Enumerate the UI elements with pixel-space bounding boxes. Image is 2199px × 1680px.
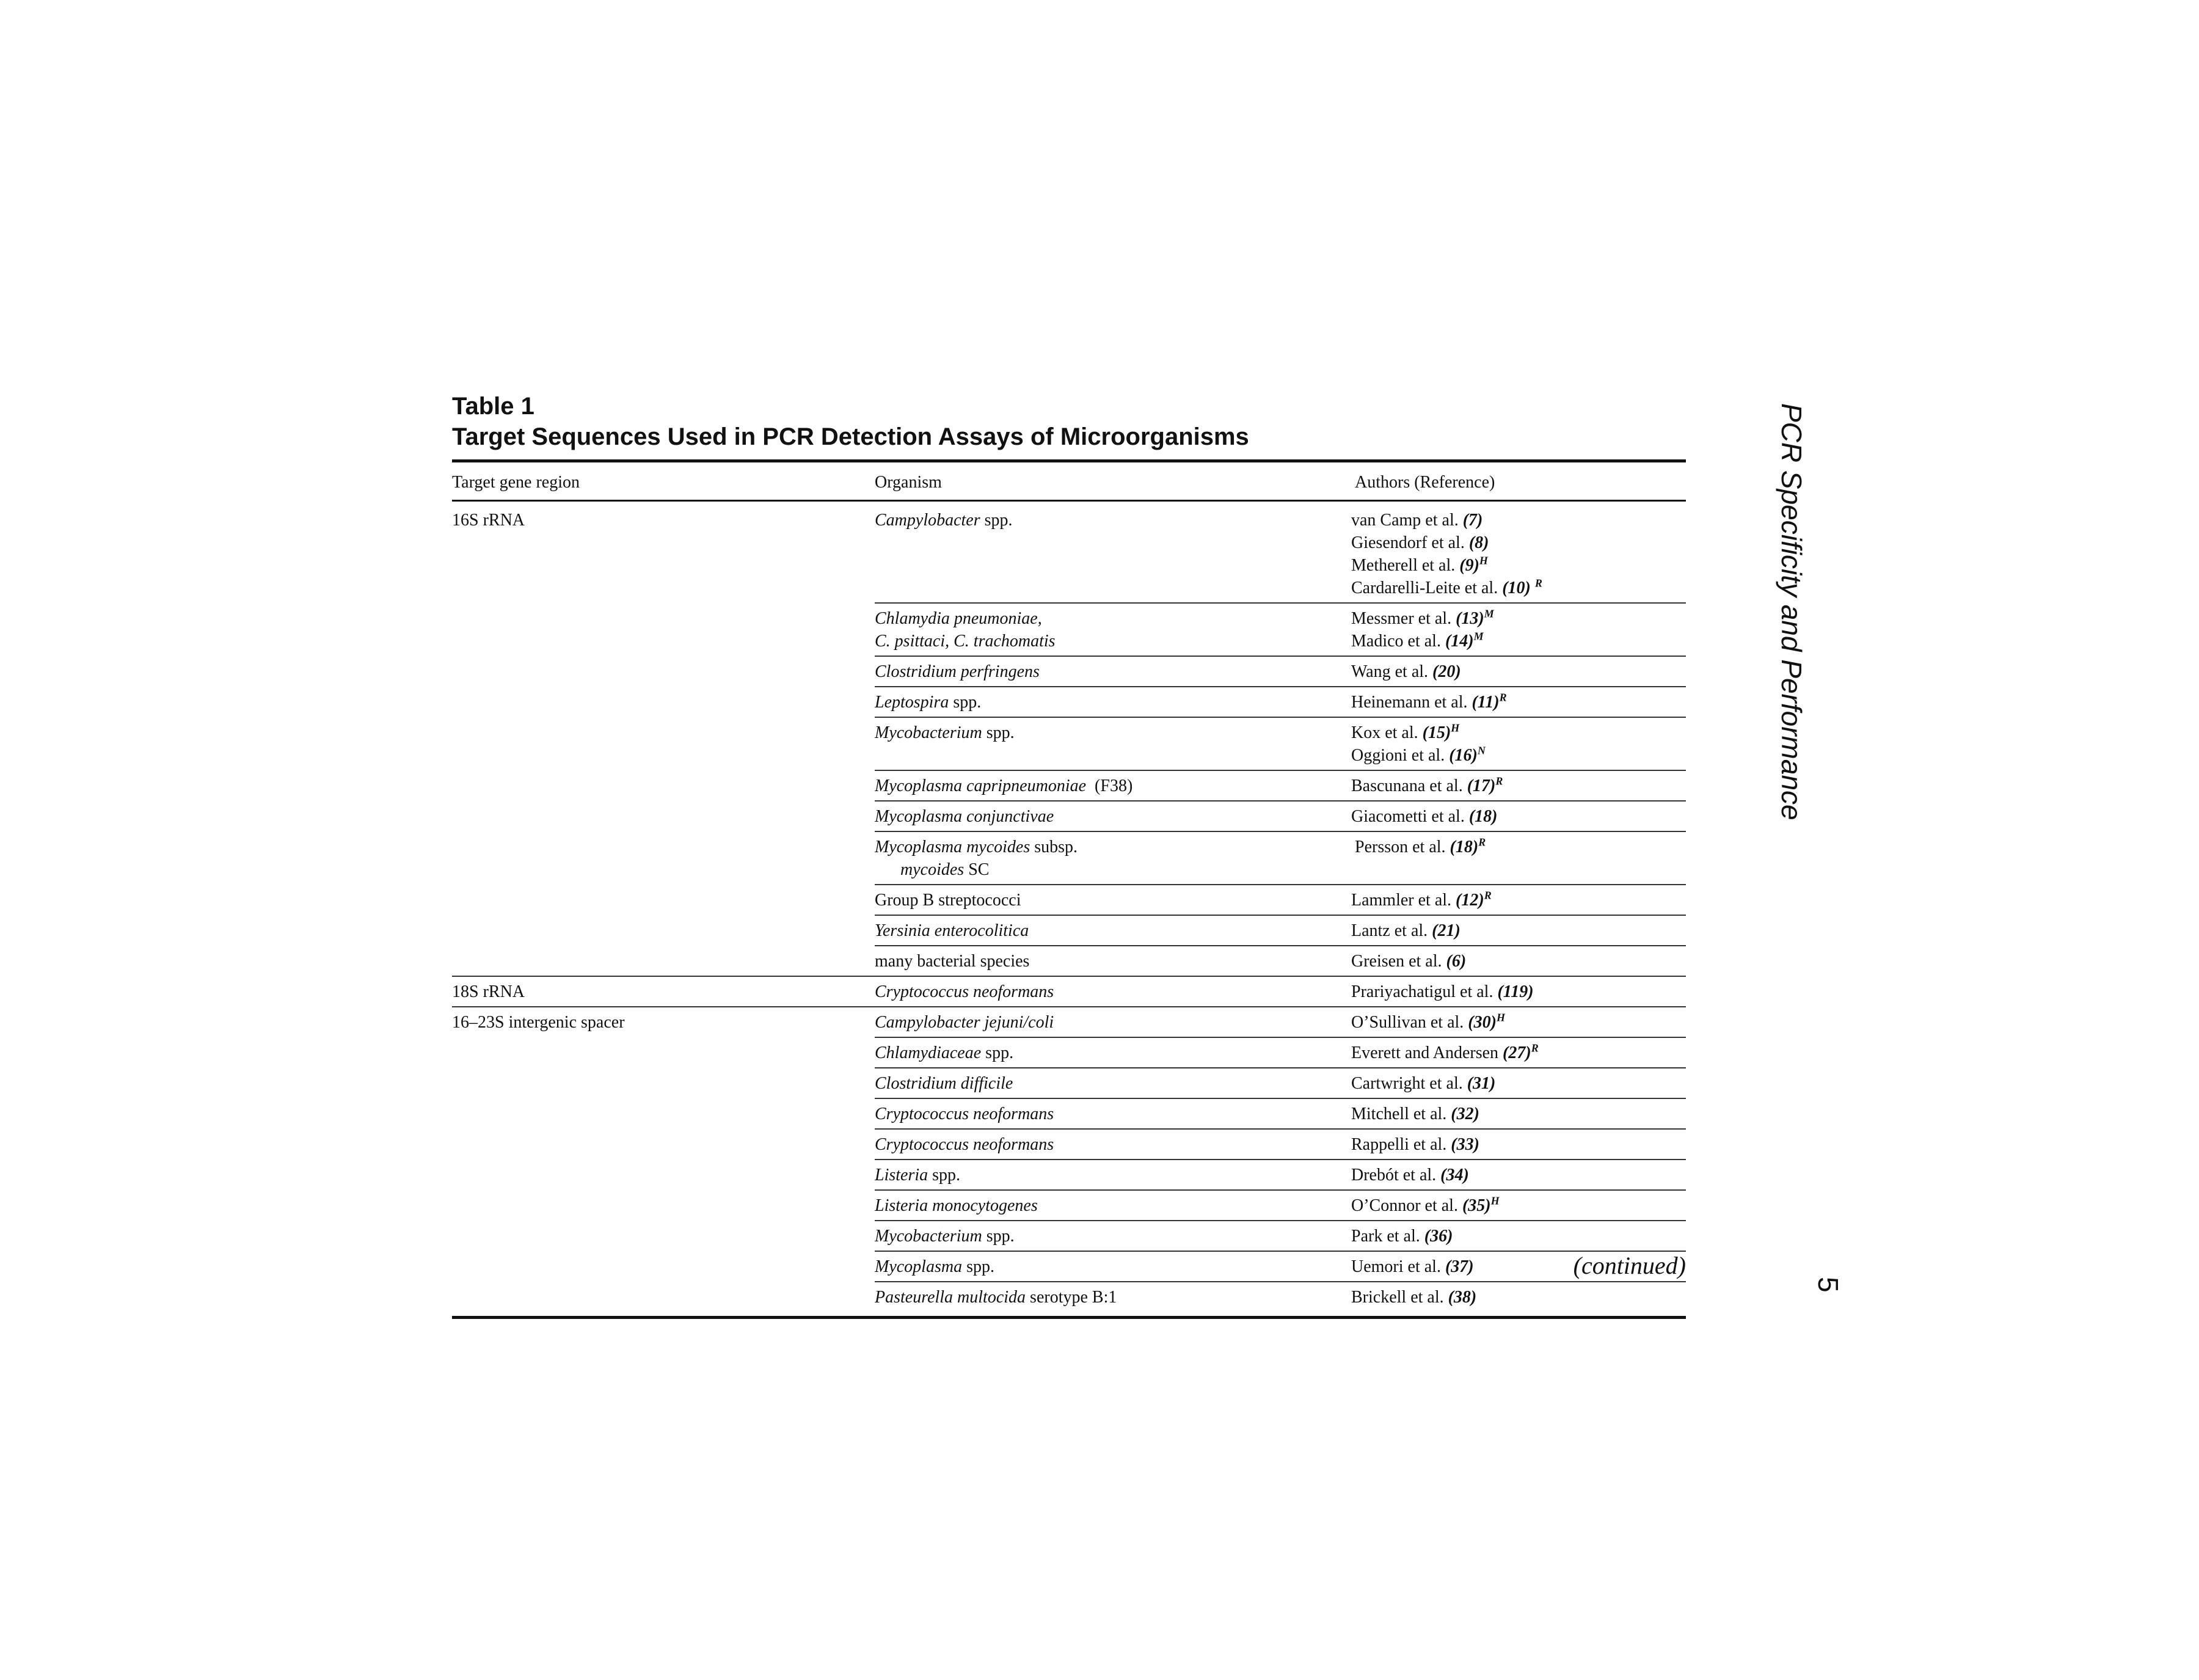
reference-number: (18) [1450,838,1479,856]
organism-name: Campylobacter [875,511,980,530]
organism-suffix: Group B streptococci [875,891,1021,910]
reference-number: (18) [1468,807,1498,826]
table-row [452,603,1686,656]
reference-number: (13) [1456,609,1484,628]
author-entry [1351,919,1686,942]
table-label: Table 1 [452,393,534,420]
target-sequences-table [452,459,1686,1319]
organism-name: Pasteurella multocida [875,1288,1026,1307]
author-entry [1351,721,1686,744]
method-superscript: M [1484,607,1494,620]
table-row [452,1221,1686,1251]
table-row [452,801,1686,831]
organism-cell [875,1221,1351,1251]
authors-cell [1351,770,1686,801]
organism-cell [875,1160,1351,1190]
reference-number: (11) [1471,693,1500,712]
author-name: O’Connor et al. [1351,1196,1462,1215]
authors-cell [1351,717,1686,770]
reference-number: (31) [1467,1074,1496,1093]
organism-cell [875,915,1351,946]
method-superscript: R [1484,889,1492,902]
table-row [452,1251,1686,1282]
reference-number: (10) [1502,579,1531,597]
reference-number: (17) [1467,776,1496,795]
table-row [452,1098,1686,1129]
header-organism: Organism [875,461,1351,501]
authors-cell [1351,885,1686,915]
header-authors: Authors (Reference) [1351,461,1686,501]
method-superscript: H [1496,1011,1505,1024]
organism-cell [875,1129,1351,1160]
author-name: Mitchell et al. [1351,1105,1451,1123]
organism-cell [875,687,1351,717]
organism-cell [875,1068,1351,1098]
target-region-cell [452,1221,875,1251]
authors-cell [1351,1037,1686,1068]
target-region-cell [452,946,875,976]
method-superscript: R [1499,691,1507,704]
table-container [452,459,1686,1319]
organism-suffix: many bacterial species [875,952,1030,971]
author-entry [1351,1164,1686,1186]
author-name: Lammler et al. [1351,891,1456,910]
table-row [452,1160,1686,1190]
organism-cell [875,656,1351,687]
author-entry [1351,805,1686,828]
table-row [452,1068,1686,1098]
reference-number: (33) [1451,1135,1479,1154]
authors-cell [1351,501,1686,604]
author-name: Park et al. [1351,1227,1424,1246]
organism-cell [875,1251,1351,1282]
page-number: 5 [1812,1277,1844,1293]
method-superscript: H [1479,554,1488,567]
organism-suffix: SC [964,860,990,879]
organism-name: Mycoplasma conjunctivae [875,807,1054,826]
table-row [452,770,1686,801]
table-row [452,656,1686,687]
author-name: Oggioni et al. [1351,746,1450,765]
method-superscript: R [1534,577,1542,590]
author-name: Uemori et al. [1351,1257,1445,1276]
target-region-cell [452,1129,875,1160]
table-row [452,1129,1686,1160]
organism-name: Chlamydia pneumoniae, [875,609,1042,628]
authors-cell [1351,1160,1686,1190]
table-row [452,831,1686,885]
author-entry [1351,981,1686,1003]
table-header-row [452,461,1686,501]
authors-cell [1351,687,1686,717]
table-row [452,1282,1686,1318]
reference-number: (21) [1432,921,1461,940]
reference-number: (6) [1446,952,1467,971]
organism-name: Clostridium perfringens [875,662,1040,681]
method-superscript: H [1451,721,1460,734]
author-name: Cartwright et al. [1351,1074,1467,1093]
author-entry [1351,554,1686,577]
target-region-cell [452,687,875,717]
author-entry [1351,1072,1686,1095]
authors-cell [1351,946,1686,976]
author-entry [1351,1133,1686,1156]
table-row [452,1190,1686,1221]
table-row [452,1007,1686,1037]
target-region-cell [452,1282,875,1318]
author-name: Madico et al. [1351,632,1445,651]
method-superscript: R [1495,775,1503,787]
organism-name: Cryptococcus neoformans [875,1105,1054,1123]
method-superscript: R [1531,1042,1539,1054]
method-superscript: R [1478,836,1486,849]
authors-cell [1351,915,1686,946]
reference-number: (8) [1468,533,1489,552]
table-row [452,915,1686,946]
organism-name: Mycobacterium [875,1227,982,1246]
target-region-cell [452,885,875,915]
method-superscript: M [1473,630,1484,643]
table-row [452,976,1686,1007]
target-region-cell [452,801,875,831]
organism-name: Clostridium difficile [875,1074,1013,1093]
organism-cell [875,885,1351,915]
organism-name: Leptospira [875,693,949,712]
author-name: Messmer et al. [1351,609,1456,628]
target-region-cell [452,656,875,687]
author-name: Prariyachatigul et al. [1351,982,1498,1001]
target-region-cell: 18S rRNA [452,976,875,1007]
author-entry [1351,889,1686,911]
organism-name: Mycoplasma mycoides [875,838,1030,856]
organism-name: Chlamydiaceae [875,1043,982,1062]
author-entry [1351,1286,1686,1309]
authors-cell [1351,831,1686,885]
table-row [452,1037,1686,1068]
authors-cell [1351,603,1686,656]
organism-cell [875,1037,1351,1068]
author-name: Giacometti et al. [1351,807,1469,826]
organism-name: Yersinia enterocolitica [875,921,1029,940]
authors-cell [1351,1221,1686,1251]
organism-suffix: spp. [980,511,1013,530]
reference-number: (12) [1456,891,1484,910]
organism-name: Mycoplasma [875,1257,963,1276]
reference-number: (119) [1497,982,1534,1001]
author-name: Cardarelli-Leite et al. [1351,579,1503,597]
reference-number: (38) [1448,1288,1477,1307]
organism-cell [875,831,1351,885]
author-name: Brickell et al. [1351,1288,1448,1307]
reference-number: (9) [1459,556,1479,575]
organism-name: Mycoplasma capripneumoniae [875,776,1087,795]
target-region-cell [452,1037,875,1068]
author-entry [1351,1225,1686,1247]
header-target-gene-region: Target gene region [452,461,875,501]
method-superscript: H [1490,1194,1500,1207]
table-row [452,946,1686,976]
author-name: Bascunana et al. [1351,776,1467,795]
target-region-cell [452,1160,875,1190]
organism-cell [875,946,1351,976]
authors-cell [1351,1190,1686,1221]
organism-suffix: (F38) [1086,776,1133,795]
target-region-cell [452,1251,875,1282]
table-title: Target Sequences Used in PCR Detection Assays of Microorganisms [452,423,1249,450]
author-name: Greisen et al. [1351,952,1446,971]
author-name: Persson et al. [1355,838,1450,856]
author-entry [1351,607,1686,630]
author-entry [1351,1103,1686,1125]
table-row [452,687,1686,717]
reference-number: (14) [1445,632,1474,651]
reference-number: (34) [1440,1166,1469,1185]
organism-name: Mycobacterium [875,723,982,742]
author-entry [1351,1042,1686,1064]
organism-cell [875,1190,1351,1221]
reference-number: (27) [1503,1043,1531,1062]
author-entry [1351,744,1686,767]
author-entry [1351,531,1686,554]
reference-number: (37) [1445,1257,1474,1276]
target-region-cell [452,717,875,770]
organism-cell [875,1282,1351,1318]
author-entry [1351,1011,1686,1034]
authors-cell [1351,1068,1686,1098]
target-region-cell: 16–23S intergenic spacer [452,1013,625,1032]
author-entry [1351,1194,1686,1217]
author-entry [1351,509,1686,531]
authors-cell [1351,1282,1686,1318]
authors-cell [1351,656,1686,687]
target-region-cell: 16S rRNA [452,511,525,530]
target-region-cell [452,915,875,946]
method-superscript: N [1477,744,1486,757]
author-entry [1351,577,1686,599]
table-row [452,501,1686,604]
organism-suffix: spp. [949,693,982,712]
organism-suffix: spp. [962,1257,994,1276]
authors-cell [1351,1007,1686,1037]
organism-suffix: spp. [982,723,1015,742]
table-row [452,885,1686,915]
authors-cell [1351,1098,1686,1129]
author-name: Rappelli et al. [1351,1135,1451,1154]
continued-note: (continued) [1573,1252,1686,1279]
organism-cell [875,801,1351,831]
reference-number: (30) [1468,1013,1497,1032]
target-region-cell [452,770,875,801]
reference-number: (20) [1432,662,1461,681]
author-name: Drebót et al. [1351,1166,1441,1185]
organism-cell [875,501,1351,604]
authors-cell [1351,801,1686,831]
organism-cell [875,717,1351,770]
organism-name: Cryptococcus neoformans [875,1135,1054,1154]
reference-number: (36) [1424,1227,1453,1246]
target-region-cell [452,1190,875,1221]
organism-line [875,836,1345,858]
organism-name: Campylobacter jejuni/coli [875,1013,1054,1032]
organism-cell [875,770,1351,801]
author-name: Metherell et al. [1351,556,1460,575]
author-name: Everett and Andersen [1351,1043,1503,1062]
organism-cell [875,603,1351,656]
author-name: Lantz et al. [1351,921,1432,940]
author-name: O’Sullivan et al. [1351,1013,1468,1032]
author-entry [1351,691,1686,714]
author-entry [1351,950,1686,973]
author-entry [1351,660,1686,683]
organism-line [875,858,1345,881]
reference-number: (15) [1422,723,1451,742]
target-region-cell [452,1068,875,1098]
target-region-cell [452,1098,875,1129]
author-name: Kox et al. [1351,723,1423,742]
reference-number: (35) [1462,1196,1491,1215]
organism-suffix: spp. [928,1166,961,1185]
reference-number: (16) [1449,746,1478,765]
reference-number: (7) [1462,511,1483,530]
organism-name: C. psittaci, C. trachomatis [875,632,1056,651]
table-caption [452,391,1686,452]
organism-cell [875,1098,1351,1129]
author-name: van Camp et al. [1351,511,1463,530]
author-entry [1351,836,1686,858]
organism-cell [875,976,1351,1007]
organism-suffix: subsp. [1030,838,1078,856]
author-name: Giesendorf et al. [1351,533,1469,552]
author-entry [1351,630,1686,652]
target-region-cell [452,603,875,656]
author-name: Wang et al. [1351,662,1433,681]
organism-name: Cryptococcus neoformans [875,982,1054,1001]
organism-name: Listeria monocytogenes [875,1196,1038,1215]
organism-name: Listeria [875,1166,928,1185]
organism-cell [875,1007,1351,1037]
authors-cell [1351,976,1686,1007]
target-region-cell [452,831,875,885]
reference-number: (32) [1451,1105,1479,1123]
running-head: PCR Specificity and Performance [1776,403,1807,820]
table-row [452,717,1686,770]
author-entry [1351,775,1686,797]
authors-cell [1351,1129,1686,1160]
organism-subspecies: mycoides [900,860,965,879]
organism-suffix: spp. [981,1043,1014,1062]
organism-suffix: spp. [982,1227,1015,1246]
organism-suffix: serotype B:1 [1026,1288,1117,1307]
author-name: Heinemann et al. [1351,693,1472,712]
